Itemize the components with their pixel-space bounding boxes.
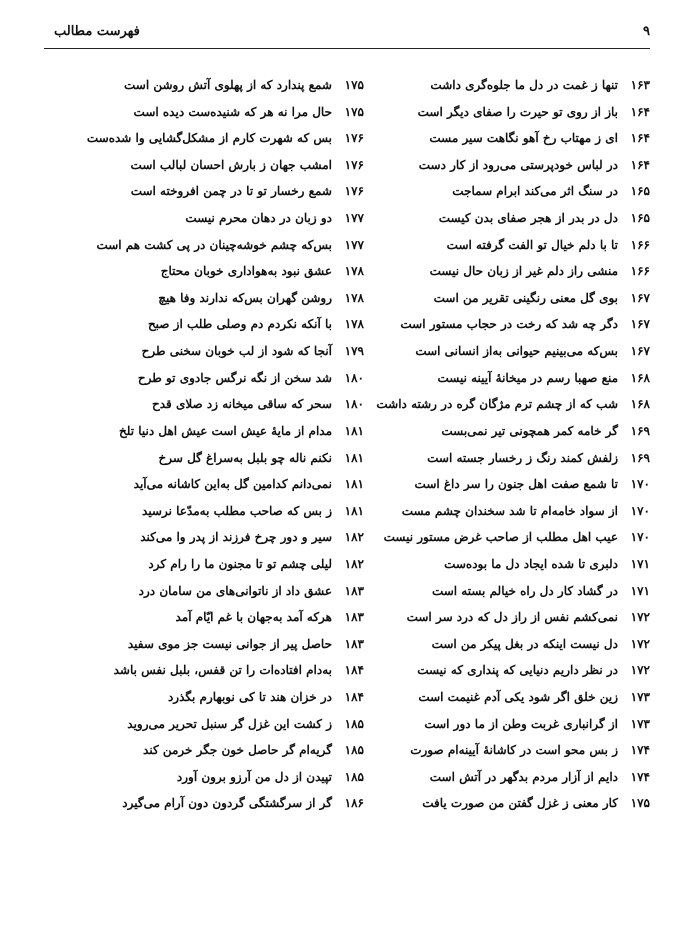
- toc-page-number: ۱۶۳: [630, 78, 650, 92]
- toc-page-number: ۱۷۸: [344, 317, 364, 332]
- page-number: ۹: [643, 24, 650, 39]
- toc-entry: [44, 790, 364, 817]
- toc-page-number: ۱۷۲: [630, 636, 650, 651]
- toc-verse: روشن گهران بس‌که ندارند وفا هیچ: [158, 290, 332, 305]
- toc-entry: [44, 99, 364, 126]
- toc-entry: [44, 311, 364, 338]
- toc-page-number: ۱۸۴: [344, 663, 364, 678]
- toc-entry: [375, 631, 650, 658]
- toc-verse: منع صهبا رسم در میخانهٔ آیینه نیست: [437, 370, 618, 385]
- toc-entry: [375, 498, 650, 525]
- toc-verse: گریه‌ام گر حاصل خون جگر خرمن کند: [143, 743, 332, 758]
- toc-page-number: ۱۶۶: [630, 237, 650, 252]
- toc-entry: [44, 285, 364, 312]
- toc-verse: از گرانباری غربت وطن از ما دور است: [424, 716, 618, 731]
- toc-page-number: ۱۷۵: [344, 104, 364, 119]
- toc-entry: [375, 684, 650, 711]
- toc-verse: کار معنی ز غزل گفتن من صورت یافت: [422, 796, 618, 811]
- toc-entry: [375, 285, 650, 312]
- toc-page-number: ۱۸۵: [344, 716, 364, 731]
- toc-page-number: ۱۷۲: [630, 610, 650, 625]
- toc-entry: [44, 737, 364, 764]
- toc-entry: [44, 604, 364, 631]
- toc-verse: شمع پندارد که از پهلوی آتش روشن است: [124, 78, 332, 92]
- toc-verse: تا شمع صفت اهل جنون را سر داغ است: [414, 477, 618, 492]
- toc-page-number: ۱۶۶: [630, 264, 650, 279]
- toc-page-number: ۱۸۳: [344, 636, 364, 651]
- toc-page-number: ۱۷۸: [344, 264, 364, 279]
- toc-entry: [375, 604, 650, 631]
- toc-page-number: ۱۷۴: [630, 769, 650, 784]
- toc-page-number: ۱۶۹: [630, 450, 650, 465]
- toc-verse: از سواد خامه‌ام تا شد سخندان چشم مست: [401, 503, 618, 518]
- toc-page-number: ۱۸۱: [344, 450, 364, 465]
- toc-page-number: ۱۷۵: [344, 78, 364, 92]
- toc-page-number: ۱۷۰: [630, 503, 650, 518]
- toc-verse: بوی گل معنی رنگینی تقریر من است: [433, 290, 618, 305]
- toc-verse: در نظر داریم دنیایی که پنداری که نیست: [417, 663, 618, 678]
- toc-entry: [44, 657, 364, 684]
- toc-verse: حال مرا نه هر که شنیده‌ست دیده است: [133, 104, 332, 119]
- toc-column-right: [375, 72, 650, 817]
- toc-verse: منشی راز دلم غیر از زبان حال نیست: [429, 264, 618, 279]
- toc-verse: سیر و دور چرخ فرزند از پدر وا می‌کند: [140, 530, 332, 545]
- toc-verse: شب که از چشم ترم مژگان گره در رشته داشت: [376, 397, 618, 412]
- toc-page-number: ۱۸۲: [344, 530, 364, 545]
- toc-verse: گر خامه کمر همچونی تیر نمی‌بست: [441, 423, 618, 438]
- toc-verse: هرکه آمد به‌جهان با غم ایّام آمد: [175, 610, 332, 625]
- toc-entry: [44, 445, 364, 472]
- toc-verse: دو زبان در دهان محرم نیست: [185, 211, 332, 226]
- toc-page-number: ۱۶۸: [630, 397, 650, 412]
- toc-verse: باز از روی تو حیرت را صفای دیگر است: [417, 104, 618, 119]
- toc-entry: [44, 418, 364, 445]
- toc-verse: بس‌که چشم خوشه‌چینان در پی کشت هم است: [96, 237, 332, 252]
- toc-entry: [375, 737, 650, 764]
- toc-entry: [375, 551, 650, 578]
- toc-entry: [44, 125, 364, 152]
- toc-verse: نکنم ناله چو بلبل به‌سراغ گل سرخ: [158, 450, 332, 465]
- toc-verse: گر از سرگشتگی گردون دون آرام می‌گیرد: [122, 796, 332, 811]
- toc-page-number: ۱۶۷: [630, 317, 650, 332]
- toc-entry: [375, 471, 650, 498]
- toc-verse: بس که شهرت کارم از مشکل‌گشایی وا شده‌ست: [86, 131, 332, 146]
- toc-entry: [44, 205, 364, 232]
- toc-entry: [44, 391, 364, 418]
- toc-page-number: ۱۷۳: [630, 690, 650, 705]
- toc-verse: حاصل پیر از جوانی نیست جز موی سفید: [127, 636, 332, 651]
- toc-entry: [44, 524, 364, 551]
- toc-verse: شد سخن از نگه نرگس جادوی تو طرح: [137, 370, 332, 385]
- toc-entry: [44, 711, 364, 738]
- toc-page-number: ۱۷۲: [630, 663, 650, 678]
- toc-entry: [44, 498, 364, 525]
- toc-verse: تپیدن از دل من آرزو برون آورد: [176, 769, 332, 784]
- toc-verse: دایم از آزار مردم بدگهر در آتش است: [429, 769, 618, 784]
- toc-verse: در خزان هند تا کی نوبهارم بگذرد: [167, 690, 332, 705]
- toc-page-number: ۱۷۷: [344, 237, 364, 252]
- toc-entry: [375, 205, 650, 232]
- toc-page-number: ۱۶۵: [630, 184, 650, 199]
- toc-verse: دگر چه شد که رخت در حجاب مستور است: [400, 317, 618, 332]
- toc-verse: شمع رخسار تو تا در چمن افروخته است: [130, 184, 332, 199]
- toc-entry: [44, 631, 364, 658]
- toc-page-number: ۱۷۴: [630, 743, 650, 758]
- toc-page-number: ۱۷۰: [630, 477, 650, 492]
- toc-page-number: ۱۸۵: [344, 769, 364, 784]
- toc-verse: تا با دلم خیال تو الفت گرفته است: [446, 237, 618, 252]
- toc-verse: ز بس محو است در کاشانهٔ آیینه‌ام صورت: [410, 743, 618, 758]
- toc-verse: مدام از مایهٔ عیش است عیش اهل دنیا تلخ: [119, 423, 332, 438]
- toc-page-number: ۱۸۵: [344, 743, 364, 758]
- toc-page-number: ۱۶۵: [630, 211, 650, 226]
- toc-entry: [44, 152, 364, 179]
- toc-verse: دل نیست اینکه در بغل پیکر من است: [431, 636, 618, 651]
- toc-page-number: ۱۶۸: [630, 370, 650, 385]
- toc-page-number: ۱۸۱: [344, 477, 364, 492]
- toc-entry: [44, 764, 364, 791]
- toc-verse: نمی‌کشم نفس از راز دل که درد سر است: [406, 610, 618, 625]
- toc-verse: در سنگ اثر می‌کند ابرام سماجت: [452, 184, 618, 199]
- toc-page-number: ۱۶۷: [630, 344, 650, 359]
- toc-column-left: [44, 72, 364, 817]
- toc-entry: [44, 578, 364, 605]
- toc-entry: [375, 365, 650, 392]
- toc-page-number: ۱۸۰: [344, 397, 364, 412]
- running-title: فهرست مطالب: [54, 24, 140, 39]
- toc-verse: نمی‌دانم کدامین گل به‌این کاشانه می‌آید: [133, 477, 332, 492]
- toc-page-number: ۱۷۶: [344, 184, 364, 199]
- toc-verse: ز بس که صاحب مطلب به‌مدّعا نرسید: [142, 503, 332, 518]
- toc-entry: [44, 178, 364, 205]
- toc-verse: در گشاد کار دل راه خیالم بسته است: [431, 583, 618, 598]
- toc-verse: ز کشت این غزل گر سنبل تحریر می‌روید: [127, 716, 332, 731]
- toc-entry: [375, 232, 650, 259]
- toc-entry: [375, 99, 650, 126]
- toc-page-number: ۱۷۷: [344, 211, 364, 226]
- toc-page-number: ۱۸۱: [344, 503, 364, 518]
- toc-verse: به‌دام افتاده‌ات را تن قفس، بلبل نفس باشد: [113, 663, 332, 678]
- toc-page-number: ۱۶۴: [630, 104, 650, 119]
- toc-entry: [375, 790, 650, 817]
- toc-entry: [375, 72, 650, 99]
- toc-page-number: ۱۸۴: [344, 690, 364, 705]
- toc-entry: [375, 125, 650, 152]
- toc-entry: [375, 657, 650, 684]
- toc-page-number: ۱۸۲: [344, 556, 364, 571]
- toc-entry: [375, 311, 650, 338]
- toc-verse: تنها ز غمت در دل ما جلوه‌گری داشت: [430, 78, 618, 92]
- toc-verse: آنجا که شود از لب خوبان سخنی طرح: [141, 344, 332, 359]
- toc-page-number: ۱۸۳: [344, 583, 364, 598]
- toc-entry: [44, 684, 364, 711]
- toc-verse: عیب اهل مطلب از صاحب غرض مستور نیست: [383, 530, 618, 545]
- toc-page-number: ۱۶۴: [630, 131, 650, 146]
- toc-verse: عشق داد از ناتوانی‌های من سامان درد: [138, 583, 332, 598]
- toc-entry: [375, 578, 650, 605]
- toc-entry: [375, 418, 650, 445]
- toc-entry: [375, 178, 650, 205]
- toc-entry: [44, 338, 364, 365]
- toc-entry: [375, 711, 650, 738]
- toc-entry: [44, 258, 364, 285]
- toc-entry: [44, 365, 364, 392]
- toc-entry: [375, 338, 650, 365]
- toc-verse: ای ز مهتاب رخ آهو نگاهت سیر مست: [429, 131, 618, 146]
- toc-verse: امشب جهان ز بارش احسان لبالب است: [130, 157, 332, 172]
- toc-verse: عشق نبود به‌هواداری خوبان محتاج: [160, 264, 332, 279]
- toc-verse: زین خلق اگر شود یکی آدم غنیمت است: [418, 690, 618, 705]
- toc-verse: دلبری تا شده ایجاد دل ما بوده‌ست: [444, 556, 618, 571]
- toc-page-number: ۱۷۱: [630, 556, 650, 571]
- toc-entry: [44, 551, 364, 578]
- toc-page-number: ۱۷۸: [344, 290, 364, 305]
- toc-page-number: ۱۸۱: [344, 423, 364, 438]
- toc-page-number: ۱۸۰: [344, 370, 364, 385]
- toc-entry: [375, 391, 650, 418]
- toc-entry: [44, 72, 364, 99]
- toc-entry: [375, 445, 650, 472]
- toc-page-number: ۱۷۳: [630, 716, 650, 731]
- toc-page-number: ۱۶۷: [630, 290, 650, 305]
- toc-verse: بس‌که می‌بینیم حیوانی به‌از انسانی است: [415, 344, 618, 359]
- toc-entry: [375, 258, 650, 285]
- toc-verse: سحر که ساقی میخانه زد صلای قدح: [152, 397, 332, 412]
- page-header: [44, 20, 650, 49]
- toc-page-number: ۱۷۶: [344, 157, 364, 172]
- toc-page-number: ۱۷۹: [344, 344, 364, 359]
- toc-page-number: ۱۷۵: [630, 796, 650, 811]
- toc-page-number: ۱۷۶: [344, 131, 364, 146]
- toc-page-number: ۱۸۶: [344, 796, 364, 811]
- toc-page-number: ۱۷۱: [630, 583, 650, 598]
- toc-page-number: ۱۶۴: [630, 157, 650, 172]
- toc-entry: [375, 764, 650, 791]
- toc-page-number: ۱۶۹: [630, 423, 650, 438]
- toc-entry: [44, 471, 364, 498]
- toc-verse: با آنکه نکردم دم وصلی طلب از صبح: [147, 317, 332, 332]
- toc-verse: لیلی چشم تو تا مجنون ما را رام کرد: [148, 556, 332, 571]
- toc-entry: [44, 232, 364, 259]
- toc-entry: [375, 524, 650, 551]
- toc-verse: در لباس خودپرستی می‌رود از کار دست: [418, 157, 618, 172]
- toc-verse: زلفش کمند رنگ ز رخسار جسته است: [427, 450, 618, 465]
- toc-page-number: ۱۷۰: [630, 530, 650, 545]
- toc-page-number: ۱۸۳: [344, 610, 364, 625]
- toc-entry: [375, 152, 650, 179]
- toc-verse: دل در بدر از هجر صفای بدن کیست: [438, 211, 618, 226]
